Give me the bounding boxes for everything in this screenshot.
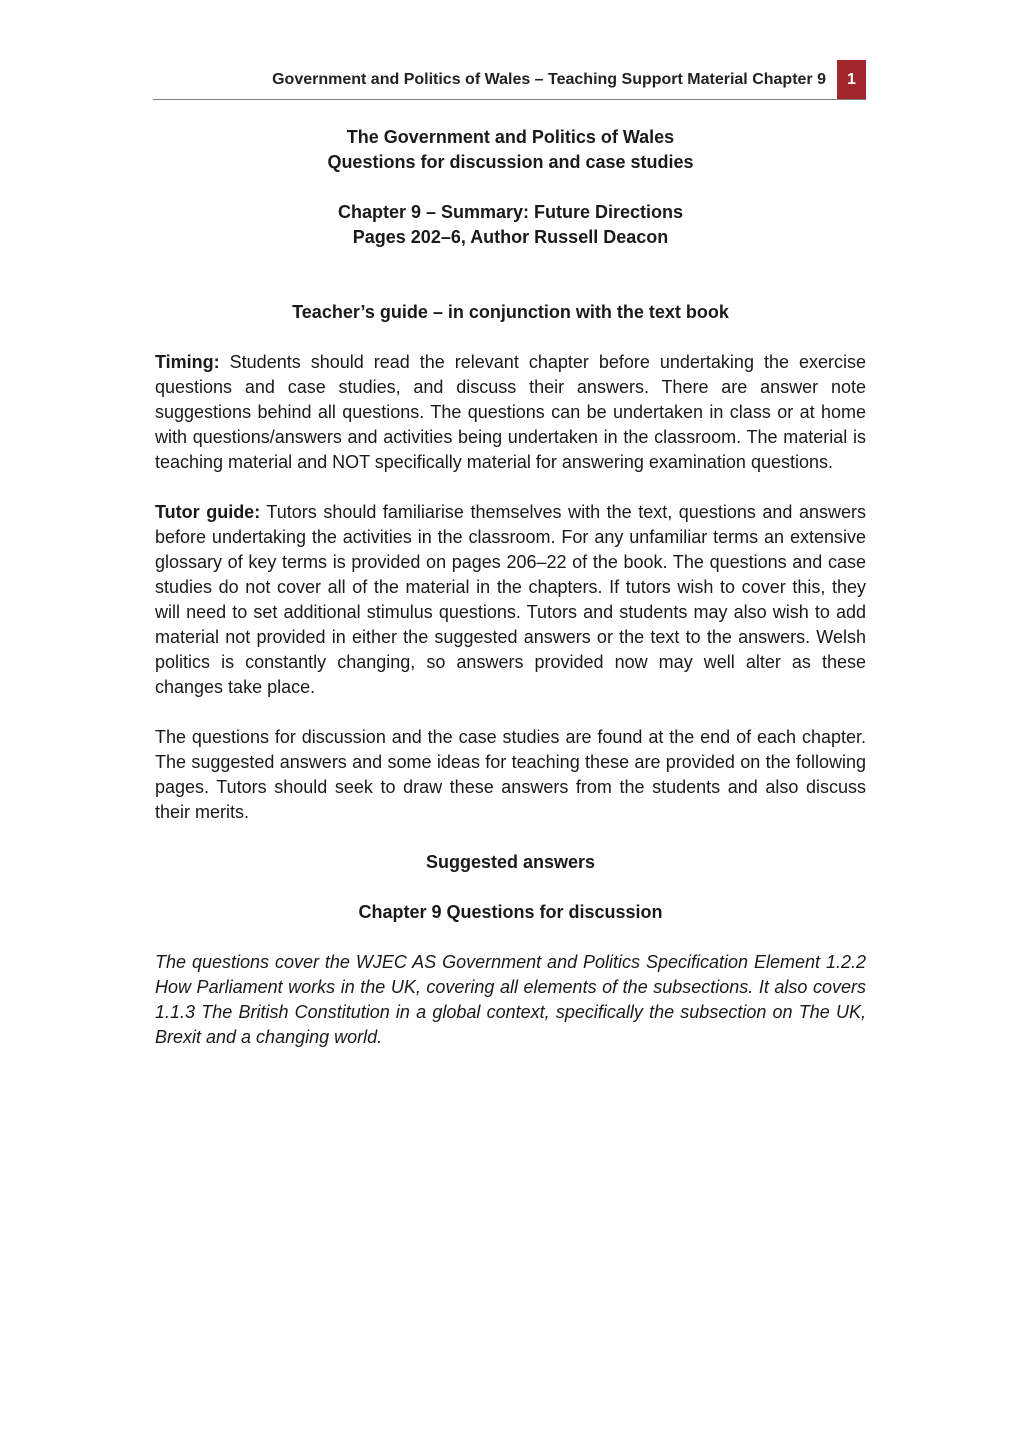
timing-text: Students should read the relevant chapter before undertaking the exercise questions and case studies, and discuss their answers. There are answer note suggestions behind all questions. The questions can be undertaken in class or at home with questions/answers and activities being undertaken in the classroom. The material is teaching material and NOT specifically material for answering examination questions. [155,352,866,472]
tutor-guide-paragraph [155,500,866,700]
teachers-guide-heading: Teacher’s guide – in conjunction with the text book [292,302,729,322]
pages-author-line: Pages 202–6, Author Russell Deacon [352,227,669,247]
chapter-heading: Chapter 9 – Summary: Future Directions [337,202,684,222]
header-title: Government and Politics of Wales – Teaching Support Material Chapter 9 [272,71,826,88]
page-number-badge: 1 [837,60,866,99]
document-subtitle: Questions for discussion and case studies [327,152,694,172]
tutor-guide-text: Tutors should familiarise themselves with the text, questions and answers before undertaking the activities in the classroom. For any unfamiliar terms an extensive glossary of key terms is provided on pages 206–22 of the book. The questions and case studies do not cover all of the material in the chapters. If tutors wish to cover this, they will need to set additional stimulus questions. Tutors and students may also wish to add material not provided in either the suggested answers or the text to the answers. Welsh politics is constantly changing, so answers provided now may well alter as these changes take place. [155,502,866,697]
specification-note: The questions cover the WJEC AS Government and Politics Specification Element 1.2.2 How Parliament works in the UK, covering all elements of the subsections. It also covers 1.1.3 The British Constitution in a global context, specifically the subsection on The UK, Brexit and a changing world. [155,952,866,1047]
tutor-guide-label: Tutor guide: [155,502,261,522]
page-header [153,60,866,100]
timing-label: Timing: [155,352,220,372]
chapter-questions-heading: Chapter 9 Questions for discussion [358,902,663,922]
questions-paragraph: The questions for discussion and the case studies are found at the end of each chapter. The suggested answers and some ideas for teaching these are provided on the following pages. Tutors should seek to draw these answers from the students and also discuss their merits. [155,727,866,822]
document-title: The Government and Politics of Wales [346,127,675,147]
suggested-answers-heading: Suggested answers [425,852,596,872]
timing-paragraph [155,350,866,475]
document-body [155,125,866,1050]
